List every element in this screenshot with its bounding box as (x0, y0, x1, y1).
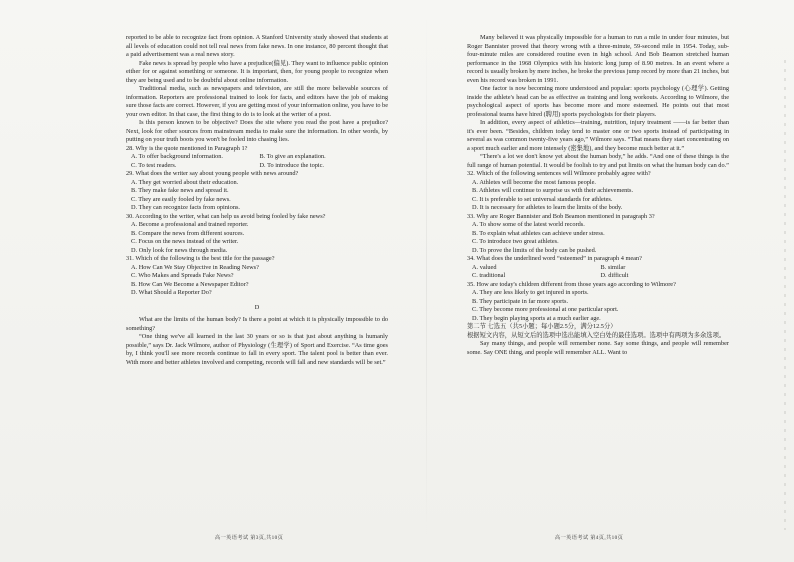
question-stem: 28. Why is the quote mentioned in Paragraph 1? (126, 144, 248, 152)
question-stem: 31. Which of the following is the best title for the passage? (126, 255, 275, 262)
question-stem: 30. According to the writer, what can help us avoid being fooled by fake news? (126, 212, 326, 220)
paragraph: In addition, every aspect of athletics—training, nutrition, injury treatment ——is far better than it's ever been. “Besides, children today tend to master one or two sports instead of participating in several as was common twenty-five years ago,” Wilmore says. “That means they start concentrating on a sport much earlier and more intensely (密集地), and they become much better at it.” (467, 119, 729, 152)
answer-option[interactable]: B. They participate in far more sports. (472, 297, 569, 305)
page-footer-left: 高一英语考试 第3页,共10页 (215, 535, 284, 541)
paragraph: “One thing we've all learned in the last 30 years or so is that just about anything is humanly possible,” says Dr. Jack Wilmore, author of Physiology (生理学) of Sport and Exercise. “As time goes by, I think you'll see more records continue to fall in every sport. The talent pool is better than ever. With more and better athletes involved and competing, records will fall and new standards will be set.” (126, 333, 388, 366)
answer-option[interactable]: A. Athletes will become the most famous people. (472, 178, 596, 186)
page-footer-right: 高一英语考试 第4页,共10页 (555, 535, 624, 541)
answer-option[interactable]: C. Focus on the news instead of the writer. (131, 238, 239, 245)
answer-option[interactable]: C. They are easily fooled by fake news. (131, 195, 231, 203)
answer-option[interactable]: D. It is necessary for athletes to learn the limits of the body. (472, 204, 623, 211)
answer-option[interactable]: D. To introduce the topic. (259, 161, 324, 169)
paragraph: One factor is now becoming more understood and popular: sports psychology (心理学). Getting inside the athlete's head can be as effective as training and long workouts. According to Wilmore, the psychological aspect of sports has become more and more esteemed. He points out that most professional teams have hired (聘用) sports psychologists for their players. (467, 85, 729, 118)
answer-option[interactable]: C. To test readers. (131, 161, 177, 169)
question-stem: 32. Which of the following sentences will Wilmore probably agree with? (467, 170, 651, 177)
answer-option[interactable]: C. Who Makes and Spreads Fake News? (131, 272, 234, 279)
right-column (467, 34, 729, 357)
answer-option[interactable]: D. What Should a Reporter Do? (131, 289, 212, 296)
section-2-instructions: 根据短文内容，从短文后的选项中选出能填入空白处的最佳选项。选项中有两项为多余选项。 (467, 331, 726, 339)
passage-d-questions (467, 170, 729, 323)
answer-option[interactable]: A. They get worried about their education. (131, 178, 239, 186)
question-stem: 29. What does the writer say about young people with news around? (126, 170, 299, 177)
answer-option[interactable]: A. Become a professional and trained reporter. (131, 221, 249, 228)
answer-option[interactable]: C. To introduce two great athletes. (472, 238, 559, 245)
section-2-passage: Say many things, and people will remember none. Say some things, and people will remember some. Say ONE thing, and people will remember ALL. Want to (467, 340, 729, 356)
answer-option[interactable]: C. traditional (472, 272, 506, 279)
section-2-title: 第二节 七选五（共5小题；每小题2.5分，满分12.5分） (467, 323, 617, 330)
answer-option[interactable]: B. similar (600, 263, 626, 271)
passage-c-questions (126, 145, 388, 298)
paragraph: Is this person known to be objective? Does the site where you read the post have a prejudice? Next, look for other sources from mainstream media to make sure the information. In other words, by putting on your truth boots you won't be fooled into chasing lies. (126, 119, 388, 143)
answer-option[interactable]: A. To offer background information. (131, 153, 224, 160)
paragraph: Fake news is spread by people who have a prejudice(偏见). They want to influence public opinion either for or against something or someone. It is important, then, for young people to recognize when they are being used and to be doubtful about online information. (126, 59, 388, 84)
passage-d-heading: D (254, 303, 260, 311)
passage-d-paragraphs (126, 316, 388, 367)
answer-option[interactable]: B. To give an explanation. (259, 153, 326, 160)
answer-option[interactable]: A. To show some of the latest world records. (472, 221, 585, 228)
passage-d-continued (467, 34, 729, 170)
answer-option[interactable]: D. To prove the limits of the body can be pushed. (472, 246, 597, 254)
passage-c-paragraphs (126, 34, 388, 145)
paragraph: What are the limits of the human body? Is there a point at which it is physically impossible to do something? (126, 316, 388, 332)
answer-option[interactable]: D. difficult (600, 272, 629, 279)
answer-option[interactable]: A. They are less likely to get injured in sports. (472, 289, 589, 296)
answer-option[interactable]: D. They can recognize facts from opinions. (131, 204, 240, 211)
answer-option[interactable]: A. How Can We Stay Objective in Reading News? (131, 263, 259, 271)
answer-options (467, 264, 729, 281)
answer-options (126, 153, 388, 170)
answer-option[interactable]: C. It is preferable to set universal standards for athletes. (472, 195, 613, 203)
answer-option[interactable]: D. Only look for news through media. (131, 246, 228, 254)
page-fold-divider (426, 10, 427, 550)
answer-option[interactable]: B. Compare the news from different sources. (131, 229, 245, 237)
answer-option[interactable]: B. Athletes will continue to surprise us with their achievements. (472, 187, 634, 194)
answer-option[interactable]: D. They begin playing sports at a much earlier age. (472, 314, 601, 322)
answer-option[interactable]: C. They become more professional at one particular sport. (472, 306, 619, 313)
scan-edge-mark (784, 60, 786, 530)
question-stem: 35. How are today's children different from those years ago according to Wilmore? (467, 280, 676, 288)
question-stem: 34. What does the underlined word “esteemed” in paragraph 4 mean? (467, 255, 642, 262)
answer-option[interactable]: A. valued (472, 263, 497, 271)
answer-option[interactable]: B. To explain what athletes can achieve under stress. (472, 229, 605, 237)
question-stem: 33. Why are Roger Bannister and Bob Beamon mentioned in paragraph 3? (467, 212, 655, 220)
paragraph: Many believed it was physically impossible for a human to run a mile in under four minutes, but Roger Bannister proved that theory wrong with a three-minute, 59-second mile in 1954. Today, sub-four-minute miles are considered routine even in high school. And Bob Beamon stretched human performance in the 1968 Olympics with his historic long jump of 8.90 metres. In an event where a record is usually broken by mere inches, he broke the previous jump record by more than 21 inches, but even his record was broken in 1991. (467, 34, 729, 84)
answer-option[interactable]: B. They make fake news and spread it. (131, 187, 229, 194)
paragraph: Traditional media, such as newspapers and television, are still the more believable sources of information. Reporters are professional trained to look for facts, and editors have the job of making sure those facts are correct. However, if you are getting most of your information online, you have to be your own editor. In that case, the first thing to do is to look at the writer of a post. (126, 85, 388, 118)
left-column (126, 34, 388, 367)
answer-option[interactable]: B. How Can We Become a Newspaper Editor? (131, 280, 249, 288)
paragraph: “There's a lot we don't know yet about the human body,” he adds. “And one of these things is the full range of human potential. It would be foolish to try and put limits on what the human body can do.” (467, 153, 729, 169)
paragraph: reported to be able to recognize fact from opinion. A Stanford University study showed that students at all levels of education could not tell real news from fake news. In one instance, 80 percent thought that a paid advertisement was a real news story. (126, 34, 388, 58)
